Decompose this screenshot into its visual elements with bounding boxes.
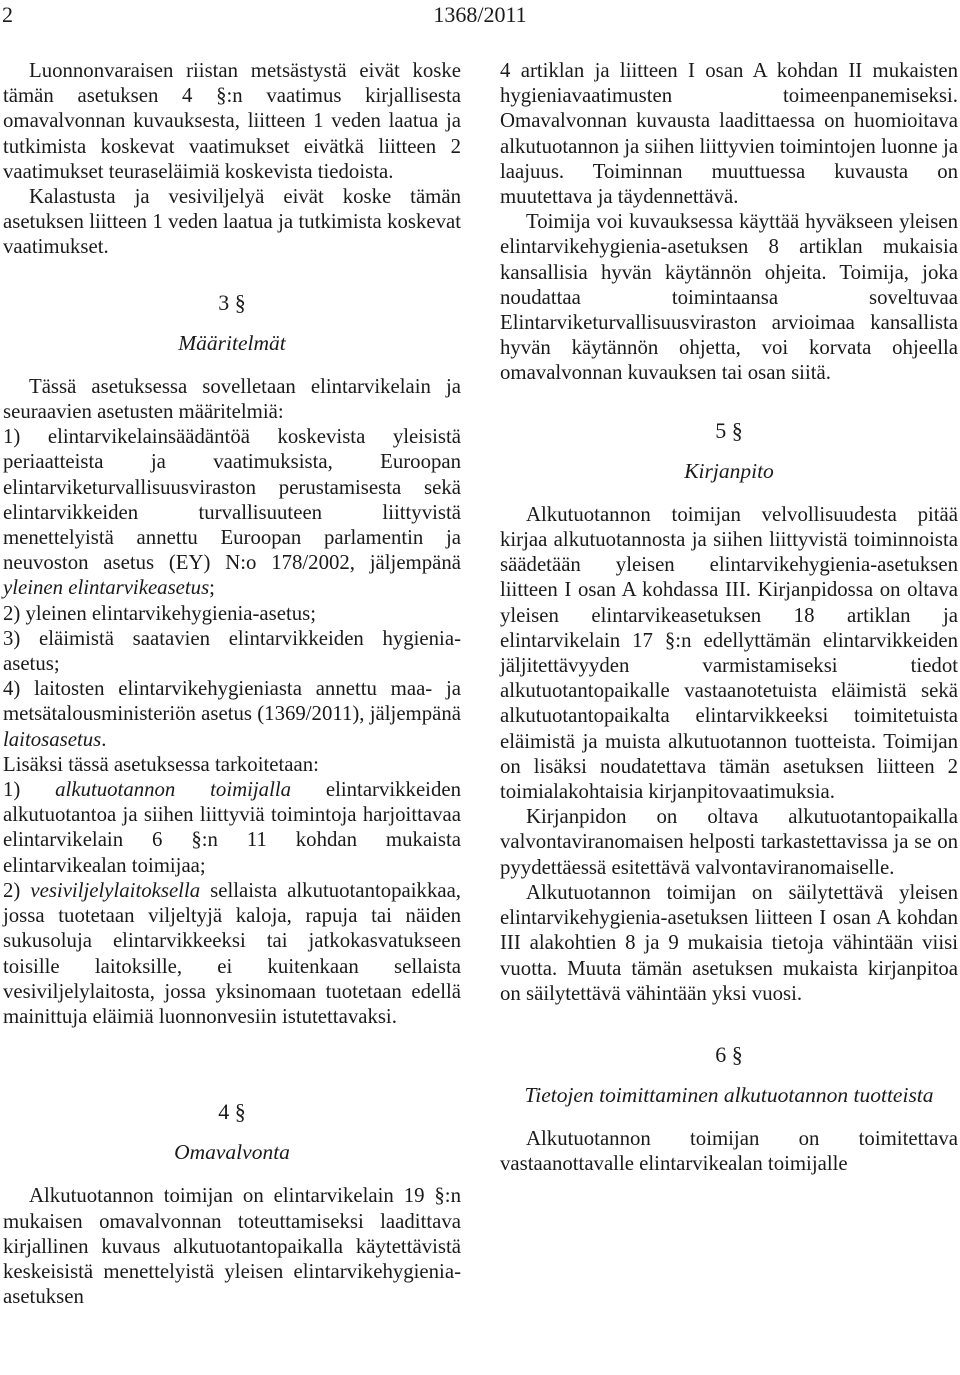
definition-item-1	[3, 424, 461, 600]
section-3-number: 3 §	[218, 289, 246, 315]
paragraph: Tässä asetuksessa sovelletaan elintarvikelain ja seuraavien asetusten määritelmiä:	[3, 374, 461, 424]
defined-term: vesiviljelylaitoksella	[30, 878, 201, 902]
section-5-number: 5 §	[715, 417, 743, 443]
definition-text: elintarvikkeiden alkutuotantoa ja siihen liittyviä toimintoja harjoittavaa elintarvikelain 6 §:n 11 kohdan mukaista elintarvikealan toimijaa;	[3, 778, 461, 877]
page-number: 2	[2, 2, 13, 27]
term-definition-1	[3, 777, 461, 878]
paragraph: Kirjanpidon on oltava alkutuotantopaikalla valvontaviranomaisen helposti tarkastettavissa ja se on pyydettäessä esitettävä valvontaviranomaiselle.	[500, 805, 958, 879]
item-text: 1) elintarvikelainsäädäntöä koskevista yleisistä periaatteista ja vaatimuksista, Euroopan elintarviketurvallisuusviraston perustamisesta sekä elintarvikkeiden turvallisuuteen liittyvistä menettelyistä annettu Euroopan parlamentin ja neuvoston asetus (EY) N:o 178/2002, jäljempänä	[3, 425, 461, 575]
definition-text: sellaista alkutuotantopaikkaa, jossa tuotetaan viljeltyjä kaloja, rapuja tai näiden sukusoluja elintarvikkeeksi tai jatkokasvatukseen toisille laitoksille, ei kuitenkaan sellaista vesiviljelylaitosta, jossa yksinomaan tuotetaan edellä mainittuja eläimiä luonnonvesiin istutettavaksi.	[3, 878, 462, 1028]
item-number: 1)	[3, 778, 56, 802]
definition-item-2: 2) yleinen elintarvikehygienia-asetus;	[3, 601, 316, 625]
item-text: 4) laitosten elintarvikehygieniasta annettu maa- ja metsätalousministeriön asetus (1369/2011), jäljempänä	[3, 677, 461, 726]
paragraph: 4 artiklan ja liitteen I osan A kohdan II mukaisten hygieniavaatimusten toimeenpanemiseksi. Omavalvonnan kuvausta laadittaessa on huomioitava alkutuotannon ja siihen liittyvien toimintojen luonne ja laajuus. Toiminnan muuttuessa kuvausta on muutettava ja täydennettävä.	[500, 59, 958, 209]
section-4-number: 4 §	[218, 1099, 246, 1125]
statute-number: 1368/2011	[433, 2, 527, 27]
paragraph: Alkutuotannon toimijan velvollisuudesta pitää kirjaa alkutuotannosta ja siihen liittyvistä toiminnoista säädetään yleisen elintarvikehygienia-asetuksen liitteen I osan A kohdassa III. Kirjanpidossa on oltava yleisen elintarvikeasetuksen 18 artiklan ja elintarvikelain 17 §:n edellyttämän elintarvikkeiden jäljitettävyyden varmistamiseksi tiedot alkutuotantopaikalle vastaanotetuista eläimistä sekä alkutuotantopaikalta elintarvikkeeksi toimitetuista eläimistä ja muista alkutuotannon tuotteista. Toimijan on lisäksi noudatettava tämän asetuksen liitteen 2 toimialakohtaisia kirjanpitovaatimuksia.	[500, 502, 958, 804]
definition-item-3: 3) eläimistä saatavien elintarvikkeiden hygienia-asetus;	[3, 626, 461, 676]
section-3-title: Määritelmät	[178, 330, 286, 355]
paragraph: Alkutuotannon toimijan on säilytettävä yleisen elintarvikehygienia-asetuksen liitteen I osan A kohdan III alakohtien 8 ja 9 mukaisia tietoja vähintään viisi vuotta. Muuta tämän asetuksen mukaista kirjanpitoa on säilytettävä vähintään yksi vuosi.	[500, 880, 958, 1005]
item-end: ;	[209, 576, 215, 600]
paragraph: Kalastusta ja vesiviljelyä eivät koske tämän asetuksen liitteen 1 veden laatua ja tutkimista koskevat vaatimukset.	[3, 185, 461, 259]
right-column	[500, 58, 958, 1177]
defined-term: alkutuotannon toimijalla	[55, 778, 292, 802]
left-column	[3, 58, 461, 1309]
paragraph: Lisäksi tässä asetuksessa tarkoitetaan:	[3, 752, 319, 776]
item-number: 2)	[3, 878, 31, 902]
section-6-title: Tietojen toimittaminen alkutuotannon tuotteista	[524, 1083, 934, 1108]
section-6-number: 6 §	[715, 1041, 743, 1067]
paragraph: Alkutuotannon toimijan on elintarvikelain 19 §:n mukaisen omavalvonnan toteuttamiseksi laadittava kirjallinen kuvaus alkutuotantopaikalla käytettävistä keskeisistä menettelyistä yleisen elintarvikehygienia-asetuksen	[3, 1184, 461, 1309]
definition-item-4	[3, 676, 461, 752]
item-end: .	[101, 727, 107, 751]
defined-term: yleinen elintarvikeasetus	[3, 576, 210, 600]
section-5-title: Kirjanpito	[684, 458, 774, 483]
paragraph: Toimija voi kuvauksessa käyttää hyväkseen yleisen elintarvikehygienia-asetuksen 8 artiklan mukaisia kansallisia hyvän käytännön ohjeita. Toimija, joka noudattaa toimintaansa soveltuvaa Elintarviketurvallisuusviraston arvioimaa kansallista hyvän käytännön ohjetta, voi korvata ohjeella omavalvonnan kuvauksen tai osan siitä.	[500, 210, 958, 385]
paragraph: Luonnonvaraisen riistan metsästystä eivät koske tämän asetuksen 4 §:n vaatimus kirjallisesta omavalvonnan kuvauksesta, liitteen 1 veden laatua ja tutkimista koskevat vaatimukset eivätkä liitteen 2 vaatimukset teuraseläimiä koskevista tiedoista.	[3, 59, 461, 183]
paragraph: Alkutuotannon toimijan on toimitettava vastaanottavalle elintarvikealan toimijalle	[500, 1127, 958, 1176]
section-4-title: Omavalvonta	[174, 1140, 290, 1165]
defined-term: laitosasetus	[3, 727, 102, 751]
term-definition-2	[3, 878, 461, 1029]
